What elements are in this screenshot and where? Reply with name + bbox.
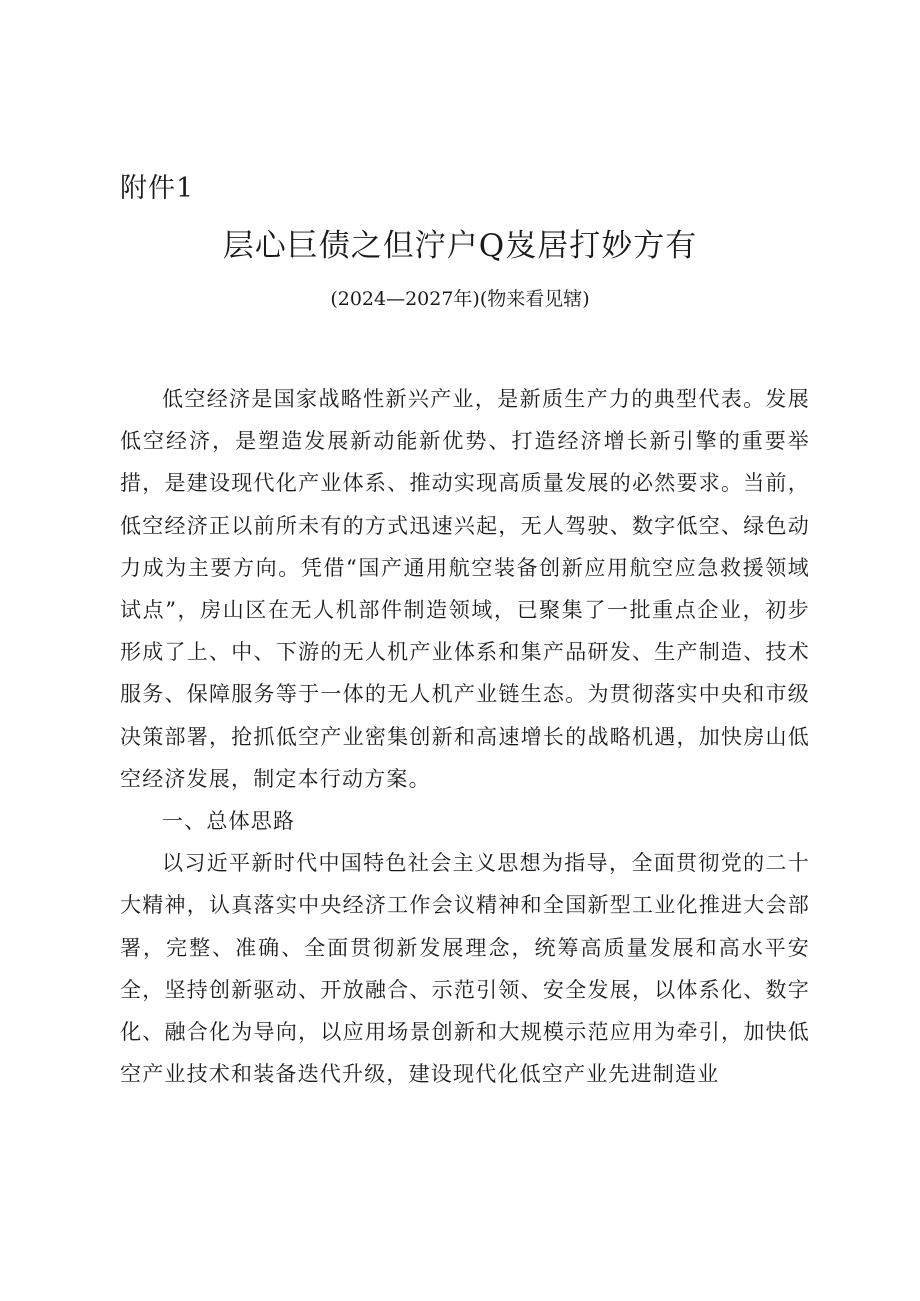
intro-paragraph: 低空经济是国家战略性新兴产业，是新质生产力的典型代表。发展低空经济，是塑造发展新动能新优势、打造经济增长新引擎的重要举措，是建设现代化产业体系、推动实现高质量发展的必然要求。当前，低空经济正以前所未有的方式迅速兴起，无人驾驶、数字低空、绿色动力成为主要方向。凭借“国产通用航空装备创新应用航空应急救援领域试点”，房山区在无人机部件制造领域，已聚集了一批重点企业，初步形成了上、中、下游的无人机产业体系和集产品研发、生产制造、技术服务、保障服务等于一体的无人机产业链生态。为贯彻落实中央和市级决策部署，抢抓低空产业密集创新和高速增长的战略机遇，加快房山低空经济发展，制定本行动方案。 [120,387,810,791]
document-subtitle: (2024—2027年)(物来看见辖) [330,288,590,310]
section-paragraph-overall-approach: 以习近平新时代中国特色社会主义思想为指导，全面贯彻党的二十大精神，认真落实中央经济工作会议精神和全国新型工业化推进大会部署，完整、准确、全面贯彻新发展理念，统筹高质量发展和高水平安全，坚持创新驱动、开放融合、示范引领、安全发展，以体系化、数字化、融合化为导向，以应用场景创新和大规模示范应用为牵引，加快低空产业技术和装备迭代升级，建设现代化低空产业先进制造业 [120,851,810,1087]
attachment-label: 附件1 [120,173,195,204]
document-body [120,378,810,1095]
section-heading-overall-approach: 一、总体思路 [162,809,296,834]
document-title: 层心巨债之但泞户Q岌居打妙方有 [222,228,698,264]
